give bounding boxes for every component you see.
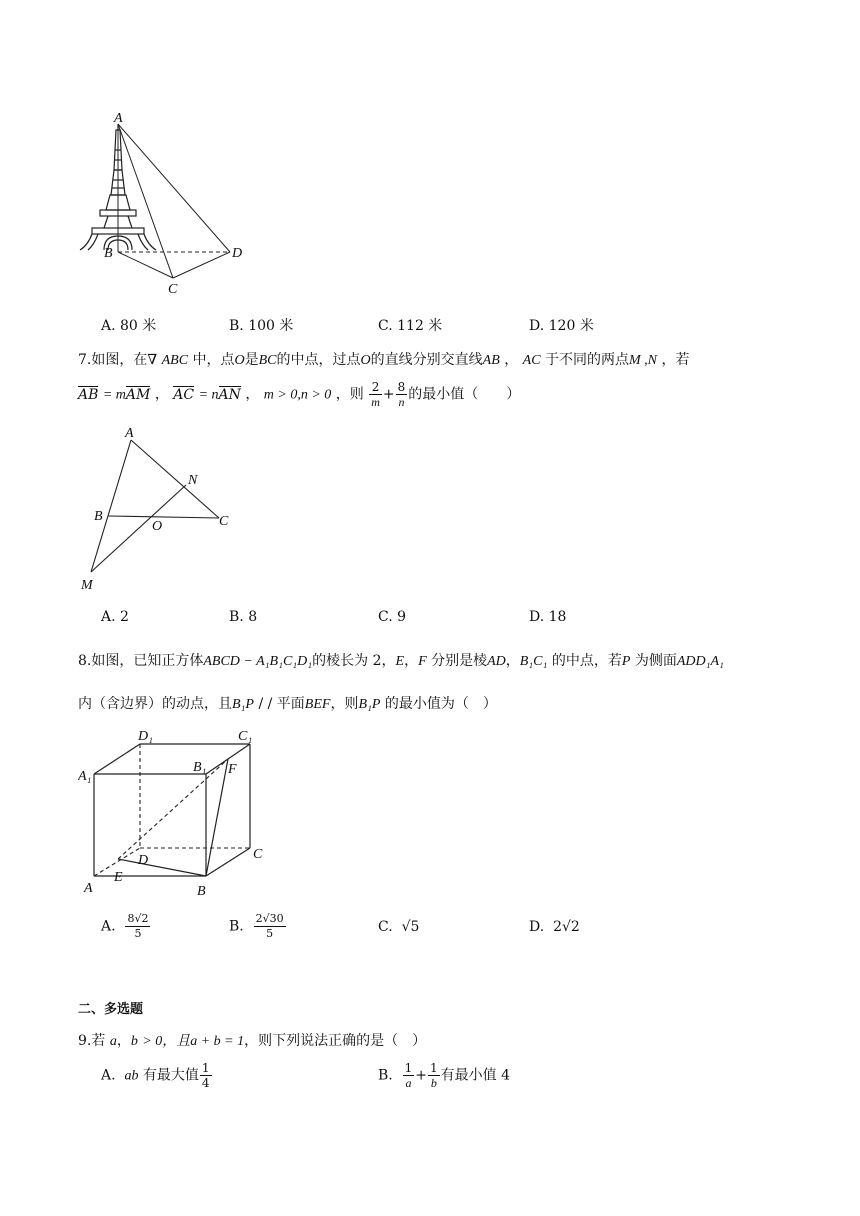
q8-stem-line1: 8.如图，已知正方体ABCD − A₁B₁C₁D₁的棱长为 2，E，F 分别是棱AD，B₁C₁ 的中点，若P 为侧面ADD₁A₁ (78, 653, 724, 669)
q8-label-C1: C₁ (238, 729, 253, 744)
q7-option-b: B. 8 (229, 609, 258, 625)
q8-label-B1: B₁ (193, 760, 207, 775)
q9-option-b: B. $\frac{1}{a}$ + $\frac{1}{b}$ 有最小值 4 (378, 1061, 511, 1090)
q6-label-A: A (114, 111, 123, 126)
q7-option-a: A. 2 (101, 609, 129, 625)
q7-label-A: A (125, 426, 134, 441)
q7-label-M: M (81, 578, 93, 593)
q7-stem-line1: 7.如图，在∇ ABC 中，点O是BC的中点，过点O的直线分别交直线AB ， AC 于不同的两点M ,N ，若 (78, 352, 690, 368)
q8-label-C: C (253, 847, 263, 862)
q8-figure (78, 724, 278, 904)
q7-stem-line2: AB = mAM ， AC = nAN ， m > 0,n > 0 ，则 $\frac{2}{m}$ + $\frac{8}{n}$ 的最小值（ ） (78, 380, 521, 409)
q8-stem-line2: 内（含边界）的动点，且B₁P / / 平面BEF，则B₁P 的最小值为（ ） (78, 696, 497, 712)
q7-fraction-2-over-m: $\frac{2}{m}$ (371, 380, 380, 409)
q6-label-B: B (104, 246, 113, 261)
q8-option-c: C. √5 (378, 919, 420, 935)
q6-figure (70, 110, 260, 300)
q8-label-D1: D₁ (138, 729, 153, 744)
q6-label-D: D (232, 246, 243, 261)
q6-label-C: C (168, 282, 178, 297)
q8-option-b: B. $\frac{2√30}{5}$ (229, 912, 284, 940)
q7-label-O: O (152, 519, 163, 534)
q7-fraction-8-over-n: $\frac{8}{n}$ (397, 380, 406, 409)
q6-option-a: A. 80 米 (101, 318, 157, 334)
q8-option-a: A. $\frac{8√2}{5}$ (101, 912, 149, 940)
q8-label-D: D (138, 853, 149, 868)
section-title: 二、多选题 (78, 1002, 144, 1017)
q9-stem: 9.若 a，b > 0，且a + b = 1，则下列说法正确的是（ ） (78, 1033, 427, 1049)
q7-figure (74, 422, 244, 597)
q7-label-B: B (94, 509, 103, 524)
q7-figure-lines (91, 440, 219, 572)
q7-option-d: D. 18 (529, 609, 567, 625)
q6-triangle-lines (118, 124, 230, 278)
q8-label-A: A (84, 881, 93, 896)
q6-option-d: D. 120 米 (529, 318, 594, 334)
q9-option-a: A. ab 有最大值 $\frac{1}{4}$ (101, 1061, 210, 1090)
q8-label-F: F (228, 762, 237, 777)
q7-option-c: C. 9 (378, 609, 407, 625)
q6-option-b: B. 100 米 (229, 318, 294, 334)
q8-label-B: B (197, 884, 206, 899)
q7-label-N: N (188, 473, 198, 488)
q8-label-E: E (114, 870, 123, 885)
q8-label-A1: A₁ (78, 769, 92, 784)
q6-option-c: C. 112 米 (378, 318, 443, 334)
q7-label-C: C (219, 514, 229, 529)
q8-option-d: D. 2√2 (529, 919, 580, 935)
